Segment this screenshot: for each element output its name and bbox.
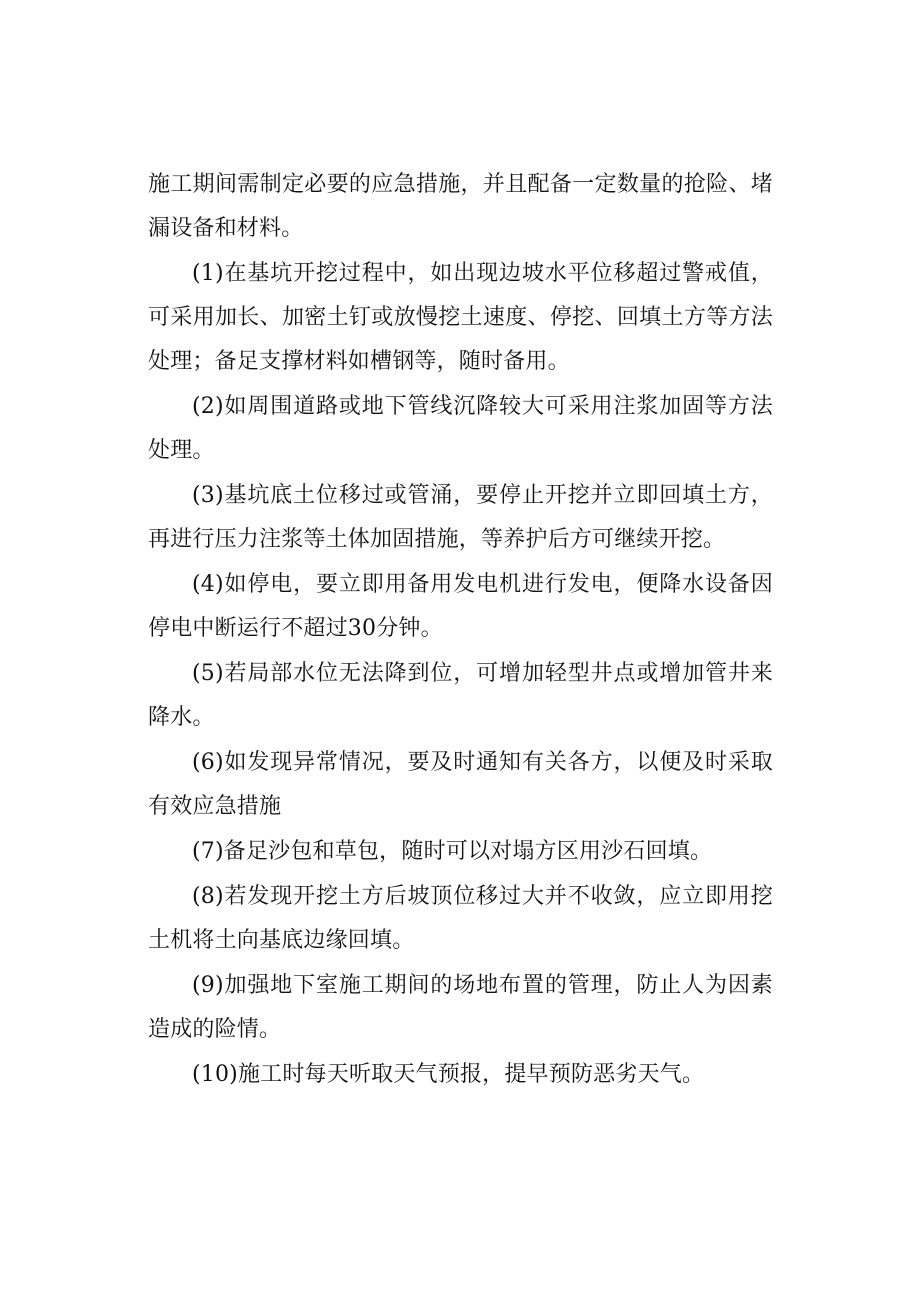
measure-item-3: (3)基坑底土位移过或管涌，要停止开挖并立即回填土方，再进行压力注浆等土体加固措施，等养护后方可继续开挖。: [148, 483, 773, 552]
measure-item-9: (9)加强地下室施工期间的场地布置的管理，防止人为因素造成的险情。: [148, 973, 773, 1042]
measure-item-7: (7)备足沙包和草包，随时可以对塌方区用沙石回填。: [192, 839, 713, 864]
measure-item-10: (10)施工时每天听取天气预报，提早预防恶劣天气。: [192, 1062, 705, 1087]
document-body: [148, 163, 773, 1098]
intro-paragraph: 施工期间需制定必要的应急措施，并且配备一定数量的抢险、堵漏设备和材料。: [148, 172, 773, 241]
measure-item-8: (8)若发现开挖土方后坡顶位移过大并不收敛，应立即用挖土机将土向基底边缘回填。: [148, 884, 773, 953]
measure-item-5: (5)若局部水位无法降到位，可增加轻型井点或增加管井来降水。: [148, 661, 773, 730]
measure-item-2: (2)如周围道路或地下管线沉降较大可采用注浆加固等方法处理。: [148, 394, 773, 463]
measure-item-1: (1)在基坑开挖过程中，如出现边坡水平位移超过警戒值，可采用加长、加密土钉或放慢挖土速度、停挖、回填土方等方法处理；备足支撑材料如槽钢等，随时备用。: [148, 261, 773, 374]
measure-item-6: (6)如发现异常情况，要及时通知有关各方，以便及时采取有效应急措施: [148, 750, 773, 819]
measure-item-4: (4)如停电，要立即用备用发电机进行发电，便降水设备因停电中断运行不超过30分钟。: [148, 572, 773, 641]
